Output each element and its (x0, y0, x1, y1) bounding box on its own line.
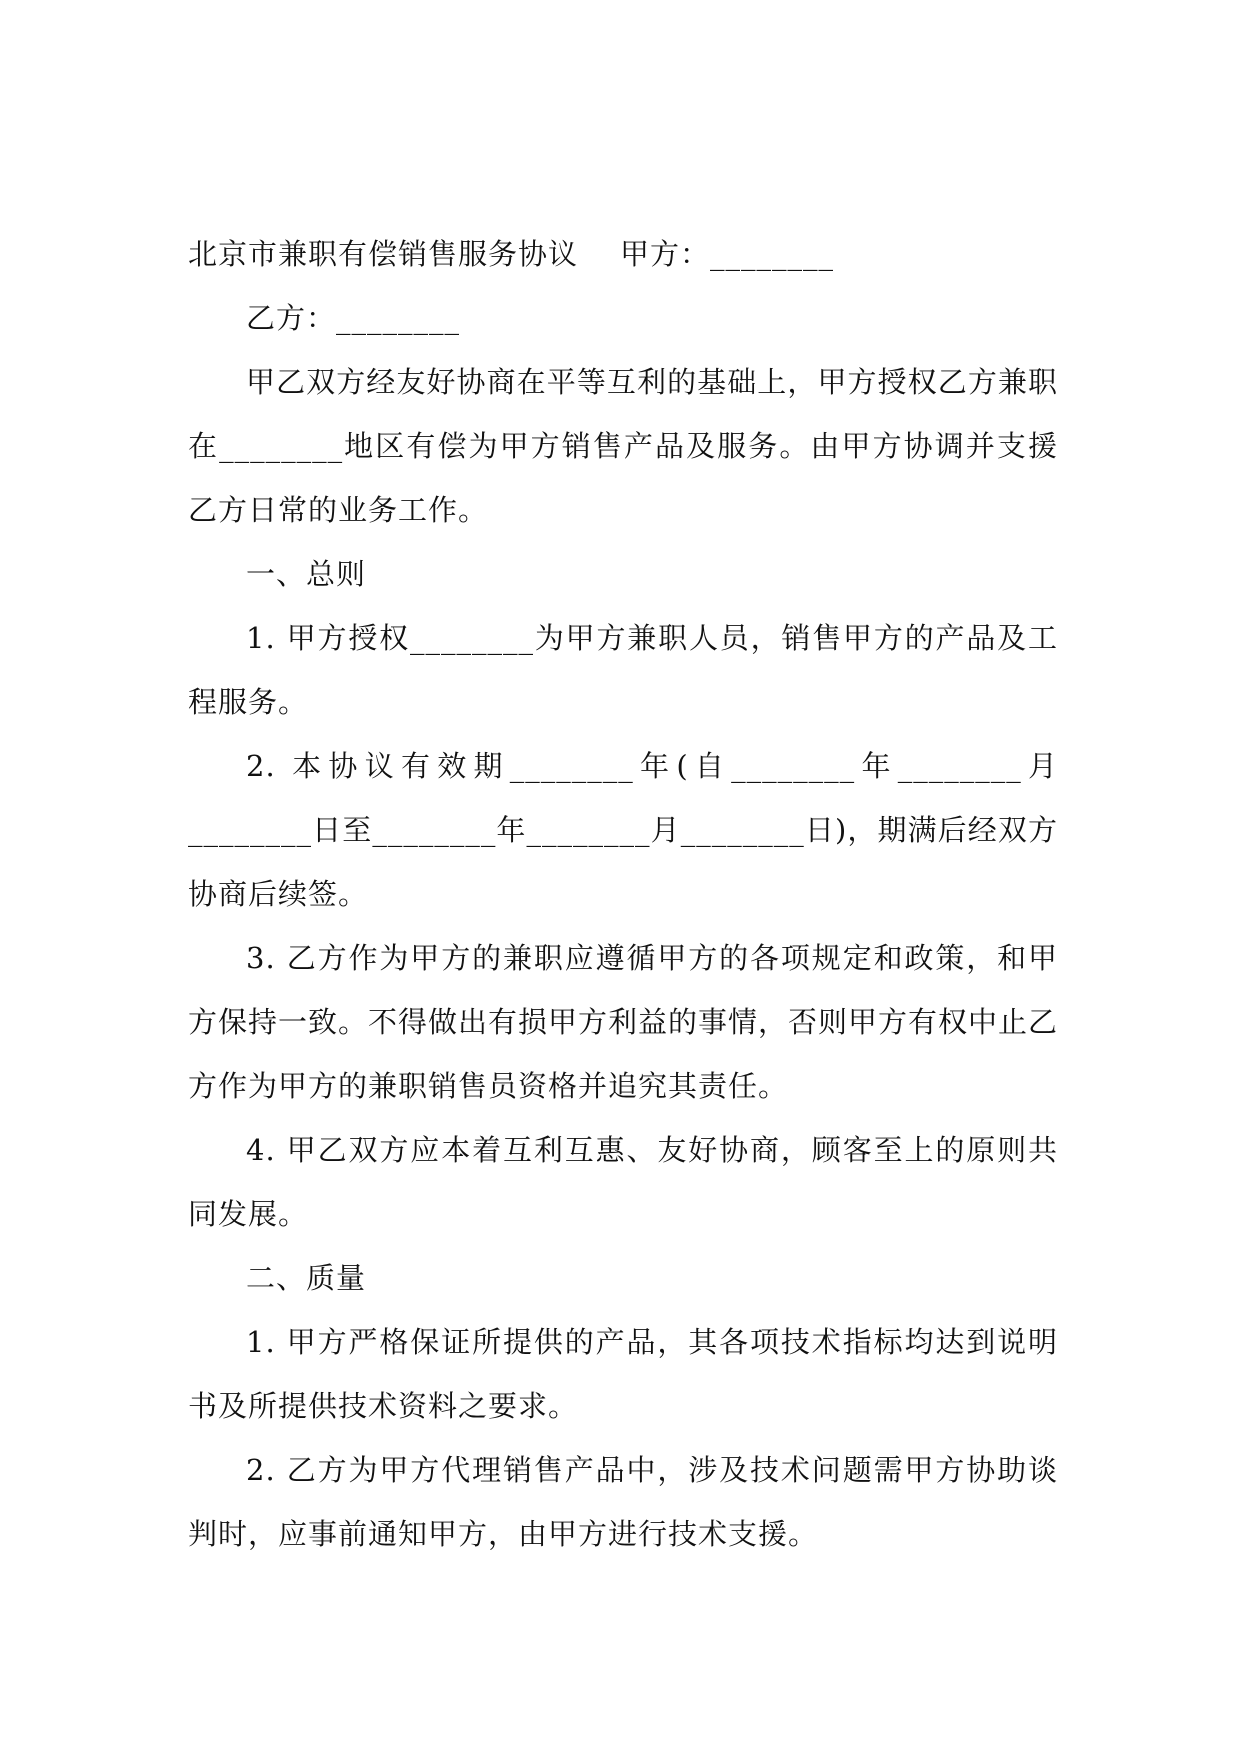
document-body (188, 222, 1058, 1566)
party-b-line: 乙方：________ (246, 301, 461, 335)
document-title: 北京市兼职有偿销售服务协议 (188, 237, 579, 271)
clause-1-2: 2. 本协议有效期________年(自________年________月________日至________年________月________日)，期满后经双方协商后续签。 (188, 749, 1058, 911)
party-a-line: 甲方：________ (620, 237, 835, 271)
clause-1-1: 1. 甲方授权________为甲方兼职人员，销售甲方的产品及工程服务。 (188, 621, 1058, 719)
title-line (188, 222, 1058, 286)
intro-paragraph: 甲乙双方经友好协商在平等互利的基础上，甲方授权乙方兼职在________地区有偿为甲方销售产品及服务。由甲方协调并支援乙方日常的业务工作。 (188, 365, 1058, 527)
clause-2-1: 1. 甲方严格保证所提供的产品，其各项技术指标均达到说明书及所提供技术资料之要求。 (188, 1325, 1058, 1423)
clause-1-4: 4. 甲乙双方应本着互利互惠、友好协商，顾客至上的原则共同发展。 (188, 1133, 1058, 1231)
section-heading-general: 一、总则 (246, 557, 367, 591)
section-heading-quality: 二、质量 (246, 1261, 367, 1295)
clause-2-2: 2. 乙方为甲方代理销售产品中，涉及技术问题需甲方协助谈判时，应事前通知甲方，由甲方进行技术支援。 (188, 1453, 1058, 1551)
clause-1-3: 3. 乙方作为甲方的兼职应遵循甲方的各项规定和政策，和甲方保持一致。不得做出有损甲方利益的事情，否则甲方有权中止乙方作为甲方的兼职销售员资格并追究其责任。 (188, 941, 1059, 1103)
